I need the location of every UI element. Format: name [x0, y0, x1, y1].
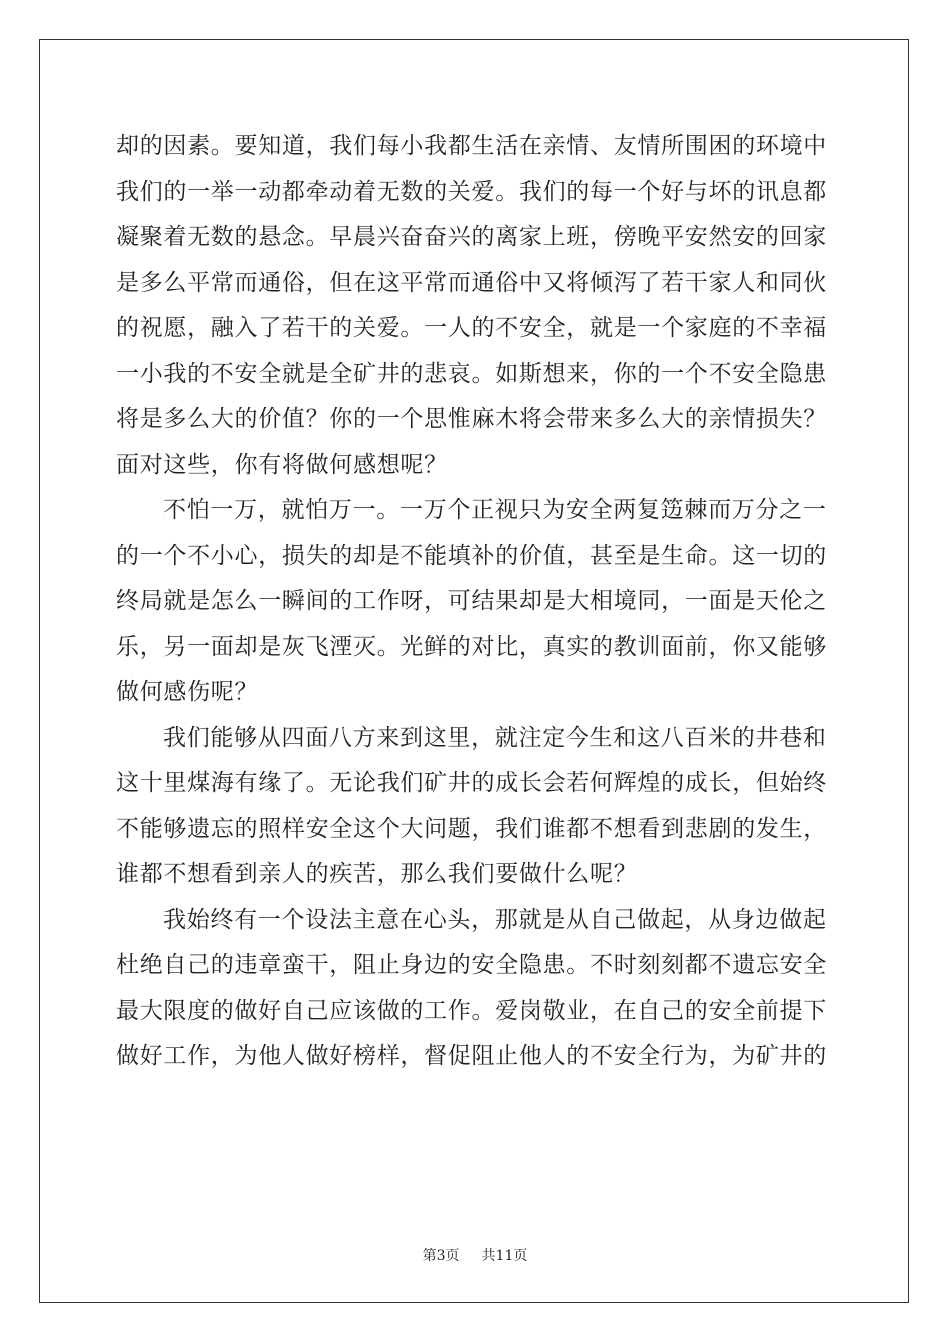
body-line: 做何感伤呢？ — [116, 679, 259, 705]
page-number: 第3页 — [422, 1248, 460, 1264]
paragraph-first-line: 我们能够从四面八方来到这里，就注定今生和这八百米的井巷和 — [163, 724, 827, 751]
body-line: 的祝愿，融入了若干的关爱。一人的不安全，就是一个家庭的不幸福 — [116, 315, 827, 341]
body-line: 一小我的不安全就是全矿井的悲哀。如斯想来，你的一个不安全隐患 — [116, 360, 827, 387]
body-line: 将是多么大的价值？你的一个思惟麻木将会带来多么大的亲情损失？ — [116, 406, 827, 432]
body-line: 不能够遗忘的照样安全这个大问题，我们谁都不想看到悲剧的发生， — [116, 815, 827, 842]
paragraph-first-line: 我始终有一个设法主意在心头，那就是从自己做起，从身边做起 — [163, 906, 827, 933]
body-line: 我们的一举一动都牵动着无数的关爱。我们的每一个好与坏的讯息都 — [116, 178, 827, 205]
body-line: 做好工作，为他人做好榜样，督促阻止他人的不安全行为，为矿井的 — [116, 1043, 827, 1069]
body-line: 乐，另一面却是灰飞湮灭。光鲜的对比，真实的教训面前，你又能够 — [116, 633, 827, 660]
page-total: 共11页 — [481, 1248, 528, 1264]
body-line: 最大限度的做好自己应该做的工作。爱岗敬业，在自己的安全前提下 — [116, 997, 827, 1024]
body-line: 杜绝自己的违章蛮干，阻止身边的安全隐患。不时刻刻都不遗忘安全 — [116, 952, 827, 978]
paragraph-first-line: 不怕一万，就怕万一。一万个正视只为安全两复笾棘而万分之一 — [163, 497, 827, 523]
body-line: 的一个不小心，损失的却是不能填补的价值，甚至是生命。这一切的 — [116, 542, 827, 569]
body-line: 终局就是怎么一瞬间的工作呀，可结果却是大相境同，一面是天伦之 — [116, 588, 827, 614]
body-line: 面对这些，你有将做何感想呢？ — [116, 451, 448, 478]
body-line: 却的因素。要知道，我们每小我都生活在亲情、友情所围困的环境中 — [116, 133, 827, 159]
page-footer — [0, 1245, 950, 1265]
body-line: 是多么平常而通俗，但在这平常而通俗中又将倾泻了若干家人和同伙 — [116, 269, 827, 296]
body-line: 谁都不想看到亲人的疾苦，那么我们要做什么呢？ — [116, 861, 638, 887]
body-line: 这十里煤海有缘了。无论我们矿井的成长会若何辉煌的成长，但始终 — [116, 770, 827, 796]
body-line: 凝聚着无数的悬念。早晨兴奋奋兴的离家上班，傍晚平安然安的回家 — [116, 224, 827, 250]
document-body — [116, 124, 836, 1080]
